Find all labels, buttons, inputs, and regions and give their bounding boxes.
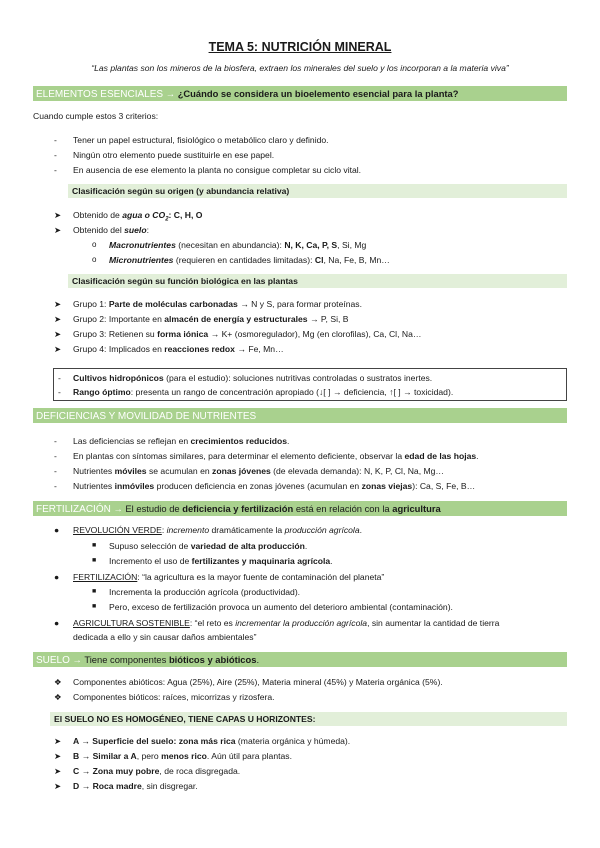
diamond-bullet-icon: ❖ bbox=[54, 692, 62, 702]
dash-icon: - bbox=[54, 466, 57, 476]
square-bullet-icon: ■ bbox=[92, 603, 97, 610]
section-header-deficiencias bbox=[33, 408, 567, 423]
triangle-bullet-icon: ➤ bbox=[54, 781, 62, 791]
dash-icon: - bbox=[54, 481, 57, 491]
round-bullet-icon: ● bbox=[54, 618, 60, 628]
dash-icon: - bbox=[54, 135, 57, 145]
group-1: Grupo 1: Parte de moléculas carbonadas → N y S, para formar proteínas. bbox=[73, 299, 362, 309]
green-revolution: REVOLUCIÓN VERDE: incremento dramáticamente la producción agrícola. bbox=[73, 525, 362, 535]
square-bullet-icon: ■ bbox=[92, 542, 97, 549]
subheading-layers: El SUELO NO ES HOMOGÉNEO, TIENE CAPAS U HORIZONTES: bbox=[50, 712, 567, 726]
group-4: Grupo 4: Implicados en reacciones redox → Fe, Mn… bbox=[73, 344, 284, 354]
subheading-function: Clasificación según su función biológica en las plantas bbox=[68, 274, 567, 288]
diamond-bullet-icon: ❖ bbox=[54, 677, 62, 687]
section-title: ELEMENTOS ESENCIALES bbox=[36, 89, 164, 100]
section-title: SUELO bbox=[36, 655, 70, 666]
criterion-2: Ningún otro elemento puede sustituirle en ese papel. bbox=[73, 150, 275, 160]
sustainable-agriculture: AGRICULTURA SOSTENIBLE: “el reto es incrementar la producción agrícola, sin aumentar la cantidad de tierra bbox=[73, 618, 500, 628]
note-hydroponics: Cultivos hidropónicos (para el estudio): soluciones nutritivas controladas o sustratos inertes. bbox=[73, 373, 433, 383]
dash-icon: - bbox=[58, 373, 61, 383]
section-header-suelo: SUELO → Tiene componentes bióticos y abióticos. bbox=[33, 652, 567, 667]
origin-soil: Obtenido del suelo: bbox=[73, 225, 149, 235]
triangle-bullet-icon: ➤ bbox=[54, 299, 62, 309]
triangle-bullet-icon: ➤ bbox=[54, 314, 62, 324]
criterion-3: En ausencia de ese elemento la planta no consigue completar su ciclo vital. bbox=[73, 165, 362, 175]
dash-icon: - bbox=[54, 165, 57, 175]
triangle-bullet-icon: ➤ bbox=[54, 329, 62, 339]
triangle-bullet-icon: ➤ bbox=[54, 766, 62, 776]
round-bullet-icon: ● bbox=[54, 572, 60, 582]
dash-icon: - bbox=[54, 451, 57, 461]
dash-icon: - bbox=[54, 436, 57, 446]
fertilization-point-2: Pero, exceso de fertilización provoca un aumento del deterioro ambiental (contaminación). bbox=[109, 602, 453, 612]
deficiency-line-4: Nutrientes inmóviles producen deficiencia en zonas jóvenes (acumulan en zonas viejas): Ca, S, Fe, B… bbox=[73, 481, 476, 491]
section-title: FERTILIZACIÓN bbox=[36, 504, 111, 515]
group-2: Grupo 2: Importante en almacén de energía y estructurales → P, Si, B bbox=[73, 314, 349, 324]
fertilization-point-1: Incrementa la producción agrícola (productividad). bbox=[109, 587, 301, 597]
note-optimal-range: Rango óptimo: presenta un rango de concentración apropiado (↓[ ] → deficiencia, ↑[ ] → toxicidad). bbox=[73, 387, 454, 397]
triangle-bullet-icon: ➤ bbox=[54, 736, 62, 746]
criterion-1: Tener un papel estructural, fisiológico o metabólico claro y definido. bbox=[73, 135, 329, 145]
arrow-icon: → bbox=[113, 503, 123, 514]
subheading-origin: Clasificación según su origen (y abundancia relativa) bbox=[68, 184, 567, 198]
green-revolution-point-1: Supuso selección de variedad de alta producción. bbox=[109, 541, 308, 551]
section-question: ¿Cuándo se considera un bioelemento esencial para la planta? bbox=[177, 88, 459, 99]
deficiency-line-3: Nutrientes móviles se acumulan en zonas jóvenes (de elevada demanda): N, K, P, Cl, Na, Mg… bbox=[73, 466, 445, 476]
round-bullet-icon: ● bbox=[54, 525, 60, 535]
horizon-a: A → Superficie del suelo: zona más rica (materia orgánica y húmeda). bbox=[73, 736, 351, 746]
triangle-bullet-icon: ➤ bbox=[54, 751, 62, 761]
square-bullet-icon: ■ bbox=[92, 588, 97, 595]
triangle-bullet-icon: ➤ bbox=[54, 225, 62, 235]
triangle-bullet-icon: ➤ bbox=[54, 344, 62, 354]
dash-icon: - bbox=[54, 150, 57, 160]
origin-water: Obtenido de agua o $CO_2$: C, H, O bbox=[73, 210, 203, 223]
dash-icon: - bbox=[58, 387, 61, 397]
page-title: TEMA 5: NUTRICIÓN MINERAL bbox=[208, 40, 392, 54]
horizon-b: B → Similar a A, pero menos rico. Aún útil para plantas. bbox=[73, 751, 292, 761]
section-title: DEFICIENCIAS Y MOVILIDAD DE NUTRIENTES bbox=[36, 411, 257, 422]
triangle-bullet-icon: ➤ bbox=[54, 210, 62, 220]
deficiency-line-2: En plantas con síntomas similares, para determinar el elemento deficiente, observar la edad de las hojas. bbox=[73, 451, 479, 461]
biotic-components: Componentes bióticos: raíces, micorrizas y rizosfera. bbox=[73, 692, 275, 702]
horizon-d: D → Roca madre, sin disgregar. bbox=[73, 781, 198, 791]
criteria-intro: Cuando cumple estos 3 criterios: bbox=[33, 111, 159, 121]
section-header-elementos bbox=[33, 86, 567, 101]
deficiency-line-1: Las deficiencias se reflejan en crecimientos reducidos. bbox=[73, 436, 290, 446]
circle-bullet-icon: o bbox=[92, 240, 97, 249]
section-header-fertilizacion: FERTILIZACIÓN → El estudio de deficiencia y fertilización está en relación con la agricultura bbox=[33, 501, 567, 516]
square-bullet-icon: ■ bbox=[92, 557, 97, 564]
group-3: Grupo 3: Retienen su forma iónica → K+ (osmoregulador), Mg (en clorofilas), Ca, Cl, Na… bbox=[73, 329, 422, 339]
arrow-icon: → bbox=[165, 88, 176, 99]
abiotic-components: Componentes abióticos: Agua (25%), Aire (25%), Materia mineral (45%) y Materia orgánica (5%). bbox=[73, 677, 443, 687]
arrow-icon: → bbox=[72, 654, 82, 665]
macronutrients: Macronutrientes (necesitan en abundancia): N, K, Ca, P, S, Si, Mg bbox=[109, 240, 367, 250]
horizon-c: C → Zona muy pobre, de roca disgregada. bbox=[73, 766, 241, 776]
circle-bullet-icon: o bbox=[92, 255, 97, 264]
sustainable-agriculture-cont: dedicada a ello y sin causar daños ambientales” bbox=[73, 632, 257, 642]
micronutrients: Micronutrientes (requieren en cantidades limitadas): Cl, Na, Fe, B, Mn… bbox=[109, 255, 390, 265]
epigraph-quote: “Las plantas son los mineros de la biosfera, extraen los minerales del suelo y los incorporan a la materia viva” bbox=[91, 63, 509, 73]
fertilization-quote: FERTILIZACIÓN: “la agricultura es la mayor fuente de contaminación del planeta” bbox=[73, 572, 385, 582]
green-revolution-point-2: Incremento el uso de fertilizantes y maquinaria agrícola. bbox=[109, 556, 333, 566]
